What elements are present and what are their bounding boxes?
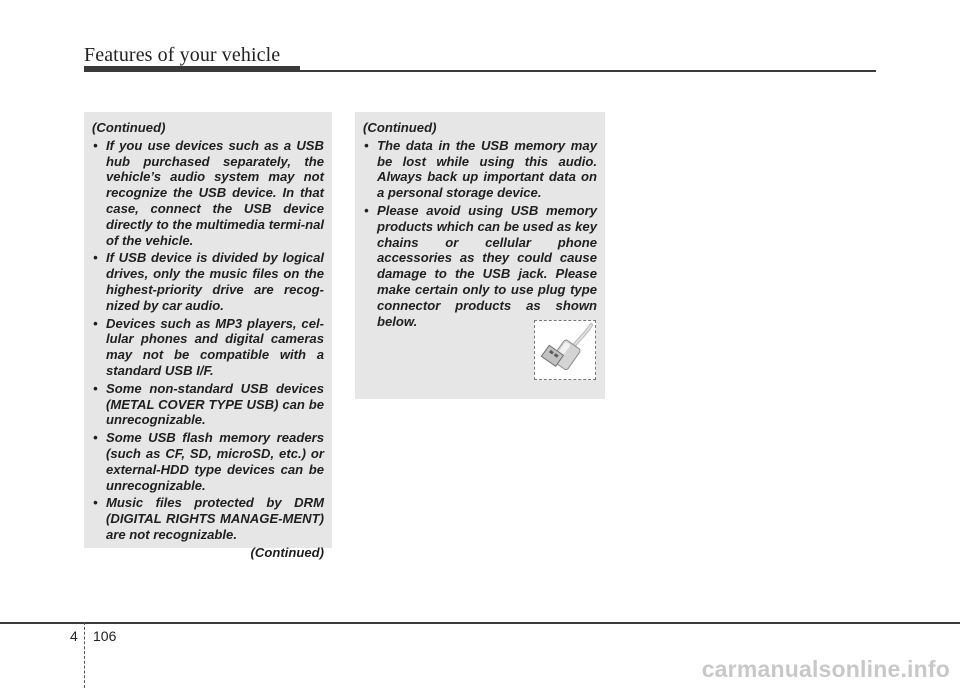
usb-plug-figure [534,320,596,380]
left-bullet-list [92,138,324,543]
bullet-icon: • [93,315,98,331]
footer-rule [0,622,960,624]
list-item [92,250,324,313]
list-item [92,316,324,379]
bullet-icon: • [93,250,98,266]
header-rule-thick [84,66,300,72]
left-note-box [84,112,332,560]
list-item-text: Some non-standard USB devices (METAL COVER TYPE USB) can be unrecognizable. [106,380,324,428]
bullet-icon: • [93,137,98,153]
left-box-heading: (Continued) [92,120,166,135]
usb-plug-icon [535,321,595,379]
list-item [363,203,597,329]
left-box-continued: (Continued) [250,544,324,560]
section-number: 4 [70,628,78,644]
list-item-text: Please avoid using USB memory products which can be used as key chains or cellular phone accessories as they could cause damage to the USB jack. Please make certain only to use plug type connector products as shown below. [377,202,597,329]
list-item-text: The data in the USB memory may be lost while using this audio. Always back up important data on a personal storage device. [377,137,597,201]
list-item [92,138,324,249]
list-item-text: Some USB flash memory readers (such as CF, SD, microSD, etc.) or external-HDD type devices can be unrecognizable. [106,430,324,493]
list-item-text: Music files protected by DRM (DIGITAL RIGHTS MANAGE-MENT) are not recognizable. [106,495,324,542]
header-rule-thin [300,70,876,72]
bullet-icon: • [93,430,98,446]
watermark: carmanualsonline.info [701,656,950,682]
list-item-text: If you use devices such as a USB hub purchased separately, the vehicle’s audio system may not recognize the USB device. In that case, connect the USB device directly to the multimedia termi-nal of the vehicle. [106,137,324,248]
list-item [363,138,597,201]
bullet-icon: • [93,495,98,511]
list-item-text: Devices such as MP3 players, cel-lular phones and digital cameras may not be compatible with a standard USB I/F. [106,315,324,378]
bullet-icon: • [364,202,369,218]
list-item [92,381,324,428]
list-item-text: If USB device is divided by logical drives, only the music files on the highest-priority drive are recog-nized by car audio. [106,250,324,313]
page-number: 106 [93,628,117,644]
list-item [92,495,324,542]
bullet-icon: • [93,380,98,396]
footer-divider [84,622,85,688]
list-item [92,430,324,493]
bullet-icon: • [364,137,369,153]
right-bullet-list [363,138,597,330]
right-box-heading: (Continued) [363,120,437,135]
page-header: Features of your vehicle [84,44,281,66]
